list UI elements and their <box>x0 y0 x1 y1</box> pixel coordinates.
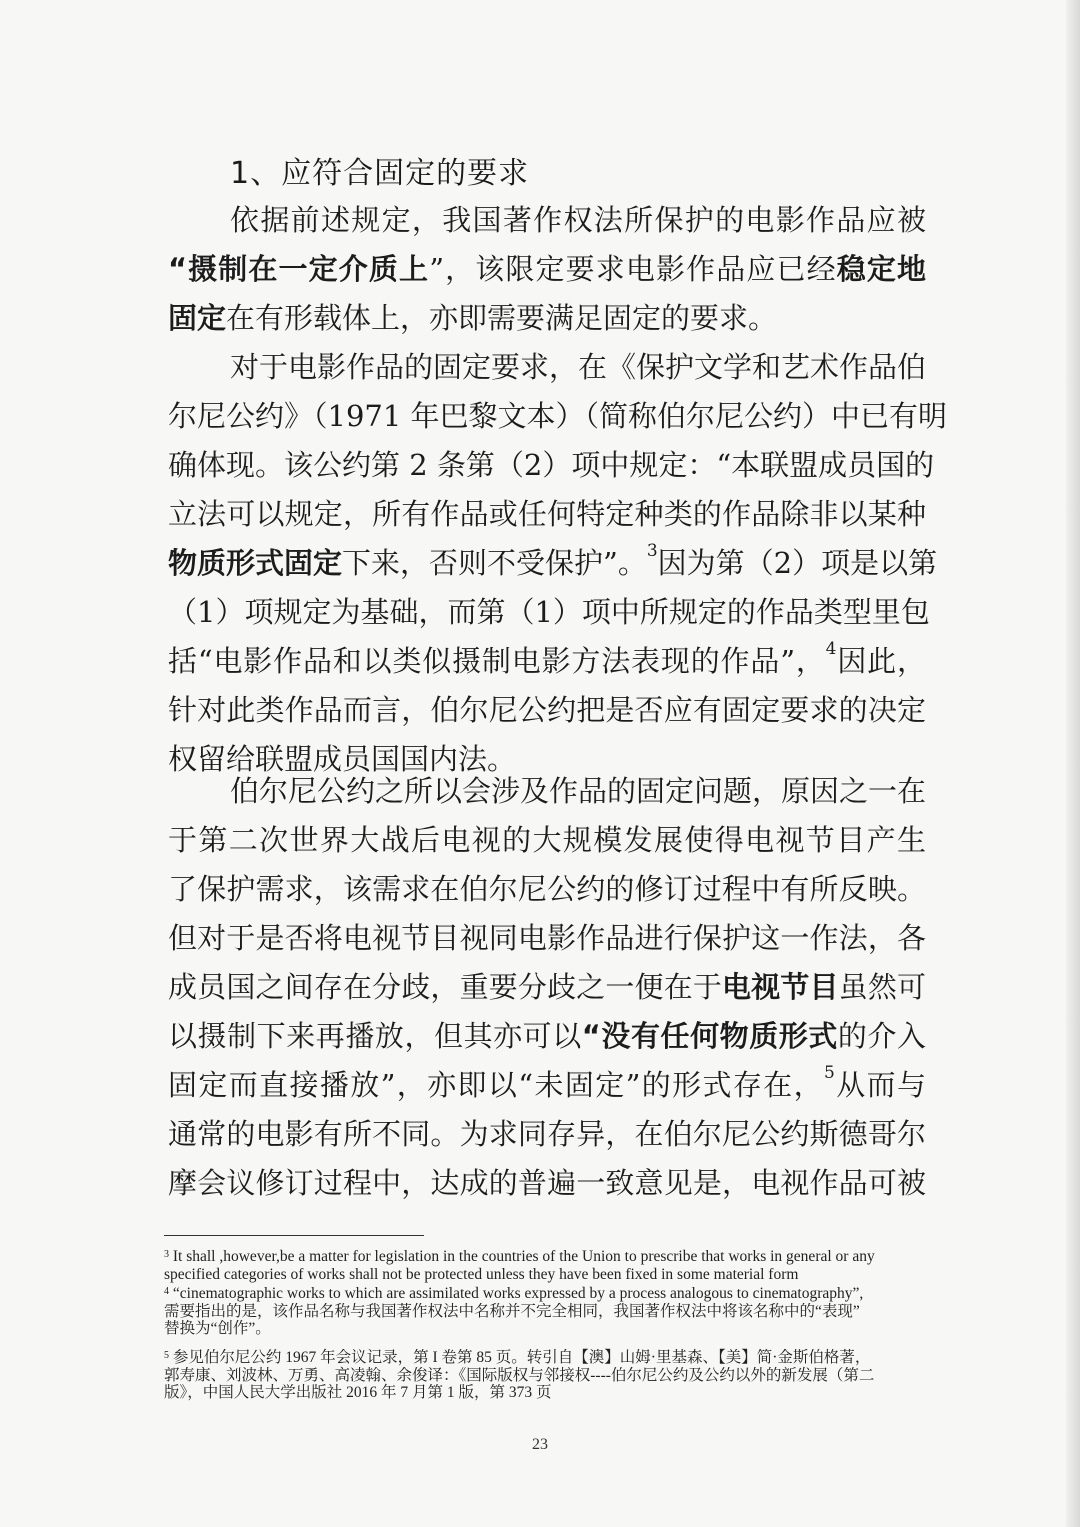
bold-run: “摄制在一定介质上 <box>168 252 430 286</box>
text-line <box>168 588 930 637</box>
section-heading: 1、应符合固定的要求 <box>230 156 530 191</box>
footnote-ref: 5 <box>824 1063 835 1083</box>
footnote-separator <box>164 1235 424 1236</box>
page-edge-shadow <box>1066 0 1080 1527</box>
text-run: 以摄制下来再播放，但其亦可以 <box>168 1019 582 1053</box>
footnote-ref: 4 <box>825 639 837 659</box>
text-run: 确体现。该公约第 2 条第（2）项中规定：“本联盟成员国的 <box>168 448 935 482</box>
footnote-line <box>164 1349 924 1367</box>
text-line <box>168 637 926 686</box>
text-line <box>168 686 926 735</box>
footnote-text: specified categories of works shall not be protected unless they have been fixed in some material form <box>164 1265 799 1283</box>
footnote-line <box>164 1367 924 1385</box>
text-run: 针对此类作品而言，伯尔尼公约把是否应有固定要求的决定 <box>168 693 926 727</box>
footnote-text: “cinematographic works to which are assimilated works expressed by a process analogous to cinematography”, <box>169 1285 864 1302</box>
text-run: 于第二次世界大战后电视的大规模发展使得电视节目产生 <box>168 823 926 857</box>
text-line <box>168 1110 926 1159</box>
footnote-text: 需要指出的是，该作品名称与我国著作权法中名称并不完全相同，我国著作权法中将该名称中的“表现” <box>164 1302 860 1320</box>
text-line <box>168 196 926 245</box>
footnote-line <box>164 1285 924 1303</box>
footnote-3 <box>164 1248 924 1283</box>
text-line <box>168 767 926 816</box>
bold-run: 电视节目 <box>722 970 839 1004</box>
bold-run: “没有任何物质形式 <box>581 1019 838 1053</box>
footnote-text: 参见伯尔尼公约 1967 年会议记录，第 I 卷第 85 页。转引自【澳】山姆·里基森、【美】简·金斯伯格著， <box>169 1349 871 1366</box>
text-run: 因此， <box>836 644 926 678</box>
text-run: 从而与 <box>834 1068 926 1102</box>
text-line <box>168 865 926 914</box>
text-line <box>168 816 926 865</box>
text-line <box>168 490 926 539</box>
text-line <box>168 914 926 963</box>
text-line <box>168 294 926 343</box>
footnote-mark: 4 <box>164 1286 169 1297</box>
text-run: （1）项规定为基础，而第（1）项中所规定的作品类型里包 <box>168 595 930 629</box>
text-run: 伯尔尼公约之所以会涉及作品的固定问题，原因之一在 <box>230 774 927 808</box>
text-run: 了保护需求，该需求在伯尔尼公约的修订过程中有所反映。 <box>168 872 926 906</box>
text-run: ”，该限定要求电影作品应已经 <box>429 252 837 286</box>
text-line <box>168 245 926 294</box>
bold-run: 物质形式固定 <box>168 546 343 580</box>
bold-run: 固定 <box>168 301 227 335</box>
text-run: 成员国之间存在分歧，重要分歧之一便在于 <box>168 970 723 1004</box>
footnote-mark: 3 <box>164 1249 169 1260</box>
bold-run: 稳定地 <box>836 252 926 286</box>
text-line <box>168 1012 926 1061</box>
footnote-line <box>164 1384 924 1402</box>
footnote-line <box>164 1303 924 1321</box>
paragraph-2 <box>168 343 948 784</box>
text-run: 的介入 <box>837 1019 926 1053</box>
text-line <box>168 1159 926 1208</box>
text-run: 通常的电影有所不同。为求同存异，在伯尔尼公约斯德哥尔 <box>168 1117 926 1151</box>
paragraph-3 <box>168 767 926 1208</box>
text-run: 摩会议修订过程中，达成的普遍一致意见是，电视作品可被 <box>168 1166 926 1200</box>
footnote-mark: 5 <box>164 1350 169 1361</box>
text-run: 尔尼公约》（1971 年巴黎文本）（简称伯尔尼公约）中已有明 <box>168 399 948 433</box>
footnote-text: 郭寿康、刘波林、万勇、高凌翰、余俊译：《国际版权与邻接权----伯尔尼公约及公约以外的新发展（第二 <box>164 1366 875 1384</box>
text-line <box>168 343 926 392</box>
text-run: 下来，否则不受保护”。 <box>342 546 647 580</box>
footnote-ref: 3 <box>646 541 658 561</box>
text-run: 括“电影作品和以类似摄制电影方法表现的作品”， <box>168 644 826 678</box>
text-run: 权留给联盟成员国国内法。 <box>168 742 517 776</box>
paragraph-1 <box>168 196 926 343</box>
text-run: 依据前述规定，我国著作权法所保护的电影作品应被 <box>230 203 926 237</box>
page-number: 23 <box>532 1436 548 1453</box>
footnote-line <box>164 1320 924 1338</box>
text-run: 在有形载体上，亦即需要满足固定的要求。 <box>226 301 778 335</box>
text-run: 立法可以规定，所有作品或任何特定种类的作品除非以某种 <box>168 497 926 531</box>
text-line <box>168 392 948 441</box>
footnote-text: 版》，中国人民大学出版社 2016 年 7 月第 1 版，第 373 页 <box>164 1384 552 1401</box>
text-run: 但对于是否将电视节目视同电影作品进行保护这一作法，各 <box>168 921 926 955</box>
footnote-text: 替换为“创作”。 <box>164 1320 271 1337</box>
footnote-line <box>164 1248 924 1266</box>
footnote-4 <box>164 1285 924 1338</box>
text-line <box>168 1061 926 1110</box>
footnote-5 <box>164 1349 924 1402</box>
text-line <box>168 441 935 490</box>
text-line <box>168 963 926 1012</box>
footnote-line <box>164 1266 924 1284</box>
text-run: 对于电影作品的固定要求，在《保护文学和艺术作品伯 <box>230 350 927 384</box>
text-run: 因为第（2）项是以第 <box>657 546 938 580</box>
text-run: 固定而直接播放”，亦即以“未固定”的形式存在， <box>168 1068 825 1102</box>
text-line <box>168 539 938 588</box>
text-run: 虽然可 <box>838 970 926 1004</box>
footnote-text: It shall ,however,be a matter for legislation in the countries of the Union to prescribe that works in general or any <box>169 1248 875 1265</box>
